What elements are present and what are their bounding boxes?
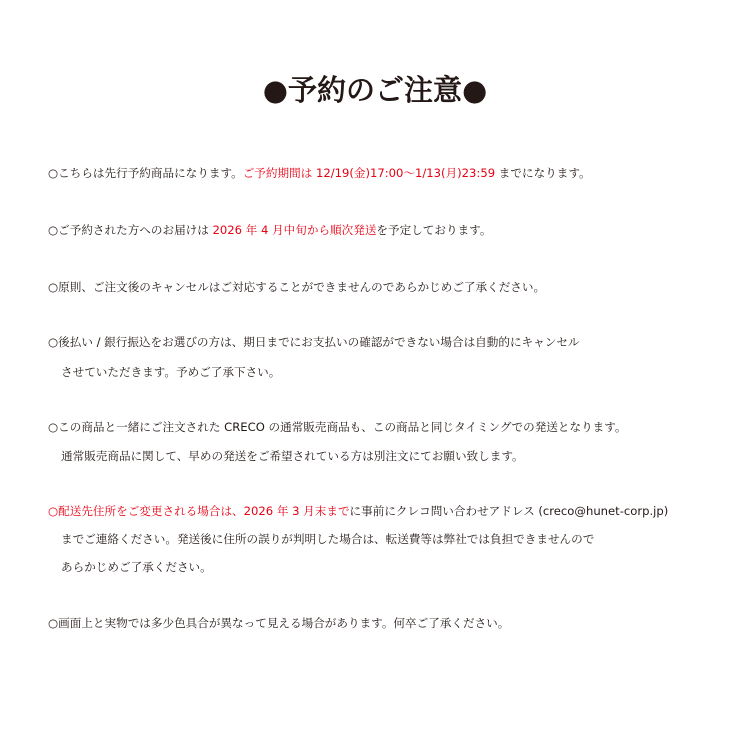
note-address-change-cont: あらかじめご了承ください。 [61, 560, 212, 574]
note-highlight: 配送先住所をご変更される場合は、2026 年 3 月末まで [58, 504, 350, 518]
note-text: までになります。 [495, 166, 591, 180]
note-color-difference [48, 615, 509, 631]
note-bullet: ○ [48, 335, 59, 349]
note-address-change [48, 503, 668, 519]
note-address-change-cont: までご連絡ください。発送後に住所の誤りが判明した場合は、転送費等は弊社では負担できませんので [61, 532, 595, 546]
note-bullet: ○ [48, 166, 59, 180]
note-reservation-period [48, 165, 591, 181]
page-title: ●予約のご注意● [262, 73, 488, 107]
note-text: に事前にクレコ問い合わせアドレス (creco@hunet-corp.jp) [349, 504, 669, 518]
note-bullet: ○ [48, 420, 59, 434]
note-text: 画面上と実物では多少色具合が異なって見える場合があります。何卒ご了承ください。 [58, 616, 510, 630]
note-text: この商品と一緒にご注文された CRECO の通常販売商品も、この商品と同じタイミングでの発送となります。 [58, 420, 627, 434]
note-bullet: ○ [48, 616, 59, 630]
note-bullet: ○ [48, 223, 59, 237]
note-highlight: ご予約期間は 12/19(金)17:00〜1/13(月)23:59 [242, 166, 496, 180]
note-bullet: ○ [48, 280, 59, 294]
note-text: ご予約された方へのお届けは [58, 223, 213, 237]
note-text: 原則、ご注文後のキャンセルはご対応することができませんのであらかじめご了承ください。 [58, 280, 546, 294]
note-text: を予定しております。 [376, 223, 492, 237]
note-bundled-shipping-cont: 通常販売商品に関して、早めの発送をご希望されている方は別注文にてお願い致します。 [61, 449, 524, 463]
note-payment-cancellation [48, 334, 580, 350]
note-bullet: ○ [48, 504, 59, 518]
note-highlight: 2026 年 4 月中旬から順次発送 [212, 223, 377, 237]
note-payment-cancellation-cont: させていただきます。予めご了承下さい。 [61, 365, 281, 379]
note-delivery-schedule [48, 222, 491, 238]
note-cancellation-policy [48, 279, 545, 295]
note-text: 後払い / 銀行振込をお選びの方は、期日までにお支払いの確認ができない場合は自動的にキャンセル [58, 335, 580, 349]
note-bundled-shipping [48, 419, 627, 435]
note-text: こちらは先行予約商品になります。 [58, 166, 243, 180]
